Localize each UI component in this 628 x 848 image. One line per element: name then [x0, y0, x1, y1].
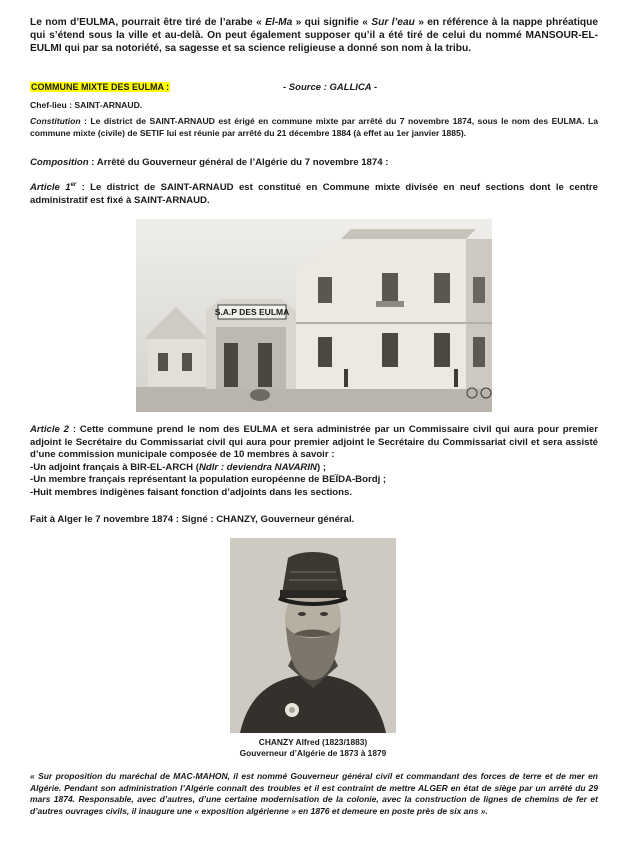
portrait-illustration — [230, 538, 396, 733]
composition-paragraph: Composition : Arrêté du Gouverneur général de l’Algérie du 7 novembre 1874 : — [30, 157, 389, 168]
portrait-photo — [230, 538, 396, 733]
section-title-row — [30, 82, 598, 96]
commune-title: COMMUNE MIXTE DES EULMA : — [31, 82, 170, 92]
fait-a-alger: Fait à Alger le 7 novembre 1874 : Signé : CHANZY, Gouverneur général. — [30, 514, 355, 525]
source-label: - Source : GALLICA - — [283, 82, 378, 93]
chef-lieu: Chef-lieu : SAINT-ARNAUD. — [30, 100, 143, 110]
constitution-paragraph: Constitution : Le district de SAINT-ARNAUD est érigé en commune mixte par arrêté du 7 novembre 1874, sous le nom des EULMA. La commune mixte (civile) de SETIF lui est réunie par arrêté du 21 décembre 1884 (à effet au 1er janvier 1885). — [30, 116, 598, 138]
article2-paragraph: Article 2 : Cette commune prend le nom des EULMA et sera administrée par un Commissaire civil qui aura pour premier adjoint le Secrétaire du Commissariat civil qui aura pour premier adjoint le Secrétaire du Commissariat civil et sera assisté d’une commission municipale composée de 10 membres à savoir : -Un adjoint français à BIR-EL-ARCH (Ndlr : deviendra NAVARIN) ; -Un membre français représentant la population européenne de BEÏDA-Bordj ; -Huit membres indigènes faisant fonction d’adjoints dans les sections. — [30, 424, 598, 498]
intro-paragraph: Le nom d’EULMA, pourrait être tiré de l’arabe « El-Ma » qui signifie « Sur l’eau » en référence à la nappe phréatique qui s’étend sous la ville et au-delà. On peut également supposer qu’il a été tiré de celui du nommé MANSOUR-EL-EULMI qui par sa notoriété, sa sagesse et sa science religieuse a donné son nom à la tribu. — [30, 17, 599, 54]
building-illustration — [136, 219, 492, 412]
article1-paragraph: Article 1er : Le district de SAINT-ARNAUD est constitué en Commune mixte divisée en neuf sections dont le centre administratif est fixé à SAINT-ARNAUD. — [30, 181, 598, 206]
quote-paragraph: « Sur proposition du maréchal de MAC-MAHON, il est nommé Gouverneur général civil et commandant des forces de terre et de mer en Algérie. Pendant son administration l’Algérie connaît des troubles et il est contraint de mettre ALGER en état de siège par un arrêté du 29 mars 1874. Responsable, avec d’autres, d’une certaine modernisation de la colonie, avec la construction de lignes de chemins de fer et d’autres ouvrages civils, il inaugure une « exposition algérienne » en 1876 et demeure en poste près de six ans ». — [30, 771, 598, 816]
portrait-caption: CHANZY Alfred (1823/1883) Gouverneur d’Algérie de 1873 à 1879 — [239, 737, 387, 758]
building-photo — [136, 219, 492, 412]
building-sign-text: S.A.P DES EULMA — [214, 307, 290, 317]
